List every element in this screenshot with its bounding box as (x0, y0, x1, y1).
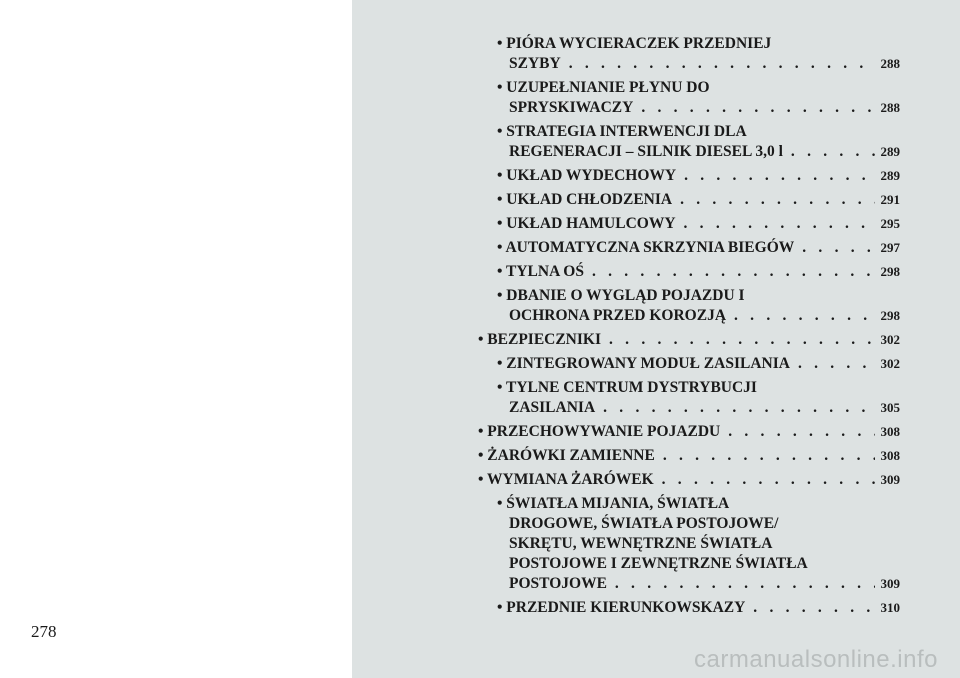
toc-entry-title-line: • UKŁAD WYDECHOWY (497, 167, 677, 184)
toc-entry[interactable] (478, 330, 900, 350)
right-page (352, 0, 960, 678)
toc-entry-title-line: SZYBY (509, 55, 561, 72)
dot-leader (662, 470, 875, 490)
toc-entry-page: 291 (880, 192, 900, 207)
toc-entry[interactable] (478, 354, 900, 374)
toc-entry[interactable] (478, 214, 900, 234)
left-page (0, 0, 352, 678)
dot-leader (684, 166, 874, 186)
toc-entry-title-line: • TYLNE CENTRUM DYSTRYBUCJI (497, 379, 757, 396)
toc-entry-title-line: • STRATEGIA INTERWENCJI DLA (497, 123, 747, 140)
toc-entry[interactable] (478, 190, 900, 210)
toc-entry-title-line: REGENERACJI – SILNIK DIESEL 3,0 l (509, 143, 783, 160)
toc-entry-page: 302 (880, 356, 900, 371)
toc-entry[interactable] (478, 598, 900, 618)
toc-entry-title-line: • UZUPEŁNIANIE PŁYNU DO (497, 79, 710, 96)
toc-entry-page: 302 (880, 332, 900, 347)
dot-leader (603, 398, 874, 418)
dot-leader (728, 422, 874, 442)
dot-leader (615, 574, 875, 594)
toc-entry[interactable] (478, 494, 900, 594)
toc-entry-title-line: POSTOJOWE (509, 575, 607, 592)
toc-entry-page: 289 (880, 168, 900, 183)
table-of-contents (478, 34, 900, 622)
toc-entry-title-line: OCHRONA PRZED KOROZJĄ (509, 307, 727, 324)
dot-leader (802, 238, 874, 258)
toc-entry-title-line: SPRYSKIWACZY (509, 99, 634, 116)
toc-entry-title-line: • ŻARÓWKI ZAMIENNE (478, 447, 655, 464)
toc-entry-page: 308 (880, 448, 900, 463)
toc-entry-page: 310 (880, 600, 900, 615)
toc-entry-page: 298 (880, 308, 900, 323)
dot-leader (592, 262, 875, 282)
toc-entry-title-line: • PRZEDNIE KIERUNKOWSKAZY (497, 599, 746, 616)
dot-leader (680, 190, 874, 210)
toc-entry-title-line: • ŚWIATŁA MIJANIA, ŚWIATŁA (497, 495, 730, 512)
toc-entry-title-line: • TYLNA OŚ (497, 263, 584, 280)
watermark: carmanualsonline.info (694, 646, 938, 673)
toc-entry-page: 295 (880, 216, 900, 231)
toc-entry-title-line: • BEZPIECZNIKI (478, 331, 602, 348)
toc-entry[interactable] (478, 422, 900, 442)
dot-leader (798, 354, 875, 374)
toc-entry-page: 289 (880, 144, 900, 159)
dot-leader (663, 446, 875, 466)
toc-entry[interactable] (478, 78, 900, 118)
toc-entry-page: 308 (880, 424, 900, 439)
toc-entry[interactable] (478, 446, 900, 466)
dot-leader (684, 214, 875, 234)
toc-entry-title-line: • PIÓRA WYCIERACZEK PRZEDNIEJ (497, 35, 772, 52)
toc-entry-title-line: DROGOWE, ŚWIATŁA POSTOJOWE/ (509, 515, 779, 532)
toc-entry[interactable] (478, 286, 900, 326)
toc-entry-title-line: • PRZECHOWYWANIE POJAZDU (478, 423, 721, 440)
dot-leader (753, 598, 874, 618)
toc-entry[interactable] (478, 470, 900, 490)
toc-entry[interactable] (478, 378, 900, 418)
toc-entry-page: 305 (880, 400, 900, 415)
toc-entry-page: 297 (880, 240, 900, 255)
toc-entry[interactable] (478, 262, 900, 282)
dot-leader (609, 330, 874, 350)
toc-entry-title-line: ZASILANIA (509, 399, 596, 416)
toc-entry-title-line: • UKŁAD CHŁODZENIA (497, 191, 673, 208)
dot-leader (569, 54, 875, 74)
toc-entry-title-line: • DBANIE O WYGLĄD POJAZDU I (497, 287, 745, 304)
toc-entry-page: 288 (880, 100, 900, 115)
toc-entry[interactable] (478, 238, 900, 258)
toc-entry-page: 298 (880, 264, 900, 279)
toc-entry[interactable] (478, 122, 900, 162)
toc-entry-title-line: • AUTOMATYCZNA SKRZYNIA BIEGÓW (497, 239, 795, 256)
dot-leader (641, 98, 874, 118)
toc-entry-page: 309 (880, 472, 900, 487)
toc-entry[interactable] (478, 166, 900, 186)
page-number: 278 (31, 622, 57, 641)
toc-entry-title-line: • ZINTEGROWANY MODUŁ ZASILANIA (497, 355, 790, 372)
toc-entry-title-line: SKRĘTU, WEWNĘTRZNE ŚWIATŁA (509, 535, 773, 552)
toc-entry-title-line: • WYMIANA ŻARÓWEK (478, 471, 654, 488)
toc-entry-page: 309 (880, 576, 900, 591)
toc-entry-title-line: • UKŁAD HAMULCOWY (497, 215, 676, 232)
dot-leader (734, 306, 874, 326)
toc-entry-page: 288 (880, 56, 900, 71)
toc-entry[interactable] (478, 34, 900, 74)
dot-leader (791, 142, 875, 162)
toc-entry-title-line: POSTOJOWE I ZEWNĘTRZNE ŚWIATŁA (509, 555, 808, 572)
